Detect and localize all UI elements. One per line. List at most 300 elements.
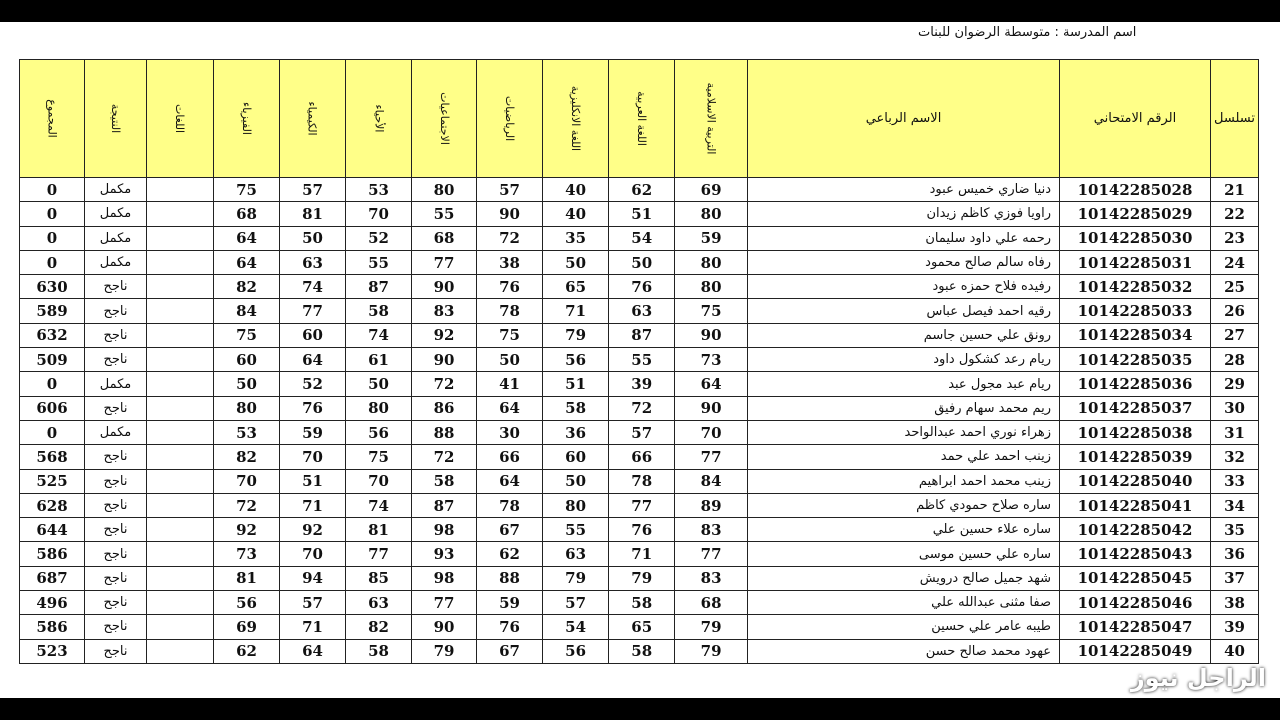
- cell-chemistry: 92: [280, 518, 346, 542]
- cell-languages: [147, 226, 214, 250]
- cell-physics: 56: [214, 591, 280, 615]
- cell-english: 51: [543, 372, 609, 396]
- cell-name: ساره علاء حسين علي: [748, 518, 1060, 542]
- cell-biology: 70: [346, 202, 412, 226]
- cell-english: 56: [543, 639, 609, 663]
- cell-social: 90: [412, 275, 477, 299]
- cell-seq: 32: [1211, 445, 1259, 469]
- cell-result: مكمل: [85, 226, 147, 250]
- cell-biology: 53: [346, 178, 412, 202]
- cell-arabic: 76: [609, 275, 675, 299]
- cell-languages: [147, 396, 214, 420]
- cell-chemistry: 57: [280, 591, 346, 615]
- cell-total: 687: [20, 566, 85, 590]
- cell-physics: 92: [214, 518, 280, 542]
- table-row: [20, 372, 1259, 396]
- cell-islamic: 80: [675, 250, 748, 274]
- cell-biology: 56: [346, 420, 412, 444]
- cell-social: 83: [412, 299, 477, 323]
- cell-total: 589: [20, 299, 85, 323]
- cell-exam-no: 10142285035: [1060, 348, 1211, 372]
- cell-physics: 64: [214, 226, 280, 250]
- col-english-header: اللغة الانكليزية: [543, 60, 609, 178]
- table-row: [20, 202, 1259, 226]
- cell-exam-no: 10142285047: [1060, 615, 1211, 639]
- table-row: [20, 275, 1259, 299]
- cell-english: 56: [543, 348, 609, 372]
- cell-chemistry: 57: [280, 178, 346, 202]
- cell-seq: 28: [1211, 348, 1259, 372]
- cell-islamic: 64: [675, 372, 748, 396]
- cell-chemistry: 59: [280, 420, 346, 444]
- col-physics-header: الفيزياء: [214, 60, 280, 178]
- cell-name: شهد جميل صالح درويش: [748, 566, 1060, 590]
- cell-total: 525: [20, 469, 85, 493]
- cell-social: 98: [412, 566, 477, 590]
- cell-chemistry: 50: [280, 226, 346, 250]
- cell-total: 0: [20, 372, 85, 396]
- cell-exam-no: 10142285034: [1060, 323, 1211, 347]
- cell-english: 36: [543, 420, 609, 444]
- cell-arabic: 78: [609, 469, 675, 493]
- col-languages-header: اللغات: [147, 60, 214, 178]
- cell-arabic: 77: [609, 493, 675, 517]
- cell-total: 0: [20, 420, 85, 444]
- cell-total: 0: [20, 202, 85, 226]
- cell-social: 72: [412, 445, 477, 469]
- table-row: [20, 396, 1259, 420]
- cell-exam-no: 10142285033: [1060, 299, 1211, 323]
- cell-islamic: 59: [675, 226, 748, 250]
- cell-biology: 80: [346, 396, 412, 420]
- cell-name: رفيده فلاح حمزه عبود: [748, 275, 1060, 299]
- cell-biology: 74: [346, 493, 412, 517]
- cell-math: 78: [477, 299, 543, 323]
- cell-chemistry: 94: [280, 566, 346, 590]
- cell-name: زينب محمد احمد ابراهيم: [748, 469, 1060, 493]
- cell-physics: 75: [214, 323, 280, 347]
- cell-name: ساره علي حسين موسى: [748, 542, 1060, 566]
- cell-result: ناجح: [85, 299, 147, 323]
- table-row: [20, 299, 1259, 323]
- cell-math: 78: [477, 493, 543, 517]
- cell-result: ناجح: [85, 323, 147, 347]
- table-row: [20, 639, 1259, 663]
- cell-social: 98: [412, 518, 477, 542]
- cell-total: 568: [20, 445, 85, 469]
- cell-social: 88: [412, 420, 477, 444]
- cell-total: 0: [20, 226, 85, 250]
- results-body: [20, 178, 1259, 664]
- cell-name: ريام عبد مجول عبد: [748, 372, 1060, 396]
- cell-islamic: 90: [675, 396, 748, 420]
- cell-total: 496: [20, 591, 85, 615]
- cell-biology: 87: [346, 275, 412, 299]
- cell-result: ناجح: [85, 591, 147, 615]
- watermark-logo: الراجل نيوز: [1130, 664, 1266, 692]
- cell-social: 86: [412, 396, 477, 420]
- cell-biology: 70: [346, 469, 412, 493]
- cell-biology: 85: [346, 566, 412, 590]
- cell-total: 586: [20, 542, 85, 566]
- cell-result: مكمل: [85, 178, 147, 202]
- cell-physics: 62: [214, 639, 280, 663]
- cell-exam-no: 10142285040: [1060, 469, 1211, 493]
- cell-name: عهود محمد صالح حسن: [748, 639, 1060, 663]
- cell-english: 60: [543, 445, 609, 469]
- cell-exam-no: 10142285028: [1060, 178, 1211, 202]
- cell-seq: 27: [1211, 323, 1259, 347]
- cell-arabic: 39: [609, 372, 675, 396]
- cell-math: 67: [477, 518, 543, 542]
- cell-exam-no: 10142285041: [1060, 493, 1211, 517]
- cell-chemistry: 63: [280, 250, 346, 274]
- cell-physics: 68: [214, 202, 280, 226]
- cell-islamic: 79: [675, 615, 748, 639]
- col-seq-header: تسلسل: [1211, 60, 1259, 178]
- cell-exam-no: 10142285039: [1060, 445, 1211, 469]
- cell-social: 90: [412, 615, 477, 639]
- cell-biology: 63: [346, 591, 412, 615]
- results-table: [19, 59, 1259, 664]
- cell-languages: [147, 420, 214, 444]
- cell-biology: 52: [346, 226, 412, 250]
- table-row: [20, 591, 1259, 615]
- cell-biology: 74: [346, 323, 412, 347]
- table-row: [20, 469, 1259, 493]
- cell-name: رونق علي حسين جاسم: [748, 323, 1060, 347]
- cell-exam-no: 10142285032: [1060, 275, 1211, 299]
- cell-physics: 75: [214, 178, 280, 202]
- cell-seq: 36: [1211, 542, 1259, 566]
- cell-english: 58: [543, 396, 609, 420]
- col-biology-header: الأحياء: [346, 60, 412, 178]
- cell-arabic: 66: [609, 445, 675, 469]
- cell-biology: 61: [346, 348, 412, 372]
- cell-islamic: 89: [675, 493, 748, 517]
- cell-seq: 21: [1211, 178, 1259, 202]
- cell-physics: 50: [214, 372, 280, 396]
- cell-math: 76: [477, 615, 543, 639]
- cell-total: 644: [20, 518, 85, 542]
- cell-languages: [147, 178, 214, 202]
- cell-seq: 30: [1211, 396, 1259, 420]
- school-name-line: اسم المدرسة : متوسطة الرضوان للبنات: [918, 25, 1137, 40]
- cell-exam-no: 10142285031: [1060, 250, 1211, 274]
- cell-english: 80: [543, 493, 609, 517]
- cell-seq: 25: [1211, 275, 1259, 299]
- cell-math: 57: [477, 178, 543, 202]
- cell-math: 88: [477, 566, 543, 590]
- cell-math: 76: [477, 275, 543, 299]
- cell-languages: [147, 202, 214, 226]
- cell-math: 62: [477, 542, 543, 566]
- cell-total: 0: [20, 178, 85, 202]
- cell-social: 55: [412, 202, 477, 226]
- cell-name: رقيه احمد فيصل عباس: [748, 299, 1060, 323]
- cell-languages: [147, 275, 214, 299]
- cell-languages: [147, 518, 214, 542]
- cell-total: 509: [20, 348, 85, 372]
- cell-math: 67: [477, 639, 543, 663]
- cell-name: رحمه علي داود سليمان: [748, 226, 1060, 250]
- cell-seq: 37: [1211, 566, 1259, 590]
- cell-exam-no: 10142285043: [1060, 542, 1211, 566]
- cell-chemistry: 71: [280, 615, 346, 639]
- cell-english: 79: [543, 323, 609, 347]
- cell-english: 71: [543, 299, 609, 323]
- cell-islamic: 70: [675, 420, 748, 444]
- cell-arabic: 62: [609, 178, 675, 202]
- cell-result: ناجح: [85, 493, 147, 517]
- cell-seq: 24: [1211, 250, 1259, 274]
- cell-languages: [147, 445, 214, 469]
- cell-biology: 77: [346, 542, 412, 566]
- cell-seq: 40: [1211, 639, 1259, 663]
- cell-biology: 50: [346, 372, 412, 396]
- cell-islamic: 84: [675, 469, 748, 493]
- cell-languages: [147, 348, 214, 372]
- cell-math: 30: [477, 420, 543, 444]
- cell-arabic: 65: [609, 615, 675, 639]
- cell-exam-no: 10142285046: [1060, 591, 1211, 615]
- cell-english: 50: [543, 250, 609, 274]
- cell-islamic: 83: [675, 518, 748, 542]
- cell-seq: 29: [1211, 372, 1259, 396]
- cell-seq: 38: [1211, 591, 1259, 615]
- cell-social: 58: [412, 469, 477, 493]
- cell-name: طيبه عامر علي حسين: [748, 615, 1060, 639]
- cell-total: 606: [20, 396, 85, 420]
- cell-arabic: 76: [609, 518, 675, 542]
- cell-languages: [147, 615, 214, 639]
- cell-exam-no: 10142285049: [1060, 639, 1211, 663]
- cell-name: زينب احمد علي حمد: [748, 445, 1060, 469]
- cell-physics: 72: [214, 493, 280, 517]
- cell-english: 79: [543, 566, 609, 590]
- cell-seq: 22: [1211, 202, 1259, 226]
- cell-social: 90: [412, 348, 477, 372]
- cell-physics: 53: [214, 420, 280, 444]
- cell-seq: 39: [1211, 615, 1259, 639]
- cell-languages: [147, 493, 214, 517]
- cell-exam-no: 10142285042: [1060, 518, 1211, 542]
- table-row: [20, 348, 1259, 372]
- col-total-header: المجموع: [20, 60, 85, 178]
- cell-chemistry: 74: [280, 275, 346, 299]
- cell-seq: 26: [1211, 299, 1259, 323]
- cell-name: ساره صلاح حمودي كاظم: [748, 493, 1060, 517]
- cell-biology: 58: [346, 639, 412, 663]
- cell-islamic: 73: [675, 348, 748, 372]
- table-row: [20, 250, 1259, 274]
- col-chemistry-header: الكيمياء: [280, 60, 346, 178]
- cell-math: 66: [477, 445, 543, 469]
- cell-math: 41: [477, 372, 543, 396]
- cell-english: 55: [543, 518, 609, 542]
- cell-physics: 84: [214, 299, 280, 323]
- cell-math: 59: [477, 591, 543, 615]
- cell-physics: 82: [214, 445, 280, 469]
- col-islamic-header: التربية الاسلامية: [675, 60, 748, 178]
- cell-chemistry: 60: [280, 323, 346, 347]
- cell-languages: [147, 591, 214, 615]
- cell-islamic: 83: [675, 566, 748, 590]
- cell-islamic: 90: [675, 323, 748, 347]
- cell-english: 65: [543, 275, 609, 299]
- cell-chemistry: 64: [280, 639, 346, 663]
- col-exam-no-header: الرقم الامتحاني: [1060, 60, 1211, 178]
- table-row: [20, 542, 1259, 566]
- cell-math: 72: [477, 226, 543, 250]
- cell-islamic: 80: [675, 202, 748, 226]
- cell-arabic: 55: [609, 348, 675, 372]
- table-row: [20, 493, 1259, 517]
- col-social-header: الاجتماعيات: [412, 60, 477, 178]
- cell-math: 50: [477, 348, 543, 372]
- cell-math: 75: [477, 323, 543, 347]
- cell-math: 64: [477, 396, 543, 420]
- cell-math: 90: [477, 202, 543, 226]
- cell-islamic: 77: [675, 445, 748, 469]
- header-row: [20, 60, 1259, 178]
- cell-exam-no: 10142285029: [1060, 202, 1211, 226]
- cell-arabic: 58: [609, 639, 675, 663]
- cell-chemistry: 52: [280, 372, 346, 396]
- cell-physics: 70: [214, 469, 280, 493]
- cell-english: 57: [543, 591, 609, 615]
- cell-languages: [147, 250, 214, 274]
- cell-seq: 31: [1211, 420, 1259, 444]
- cell-seq: 35: [1211, 518, 1259, 542]
- cell-english: 35: [543, 226, 609, 250]
- cell-social: 77: [412, 591, 477, 615]
- cell-islamic: 79: [675, 639, 748, 663]
- cell-exam-no: 10142285037: [1060, 396, 1211, 420]
- cell-social: 77: [412, 250, 477, 274]
- table-row: [20, 323, 1259, 347]
- cell-arabic: 79: [609, 566, 675, 590]
- cell-seq: 33: [1211, 469, 1259, 493]
- cell-languages: [147, 469, 214, 493]
- table-row: [20, 615, 1259, 639]
- cell-result: مكمل: [85, 250, 147, 274]
- col-math-header: الرياضيات: [477, 60, 543, 178]
- cell-languages: [147, 323, 214, 347]
- cell-languages: [147, 299, 214, 323]
- cell-social: 92: [412, 323, 477, 347]
- cell-seq: 23: [1211, 226, 1259, 250]
- cell-physics: 64: [214, 250, 280, 274]
- table-row: [20, 178, 1259, 202]
- cell-result: ناجح: [85, 566, 147, 590]
- cell-social: 79: [412, 639, 477, 663]
- cell-english: 40: [543, 178, 609, 202]
- cell-result: ناجح: [85, 348, 147, 372]
- table-row: [20, 566, 1259, 590]
- results-sheet: [0, 22, 1280, 698]
- cell-english: 63: [543, 542, 609, 566]
- cell-arabic: 71: [609, 542, 675, 566]
- cell-arabic: 54: [609, 226, 675, 250]
- cell-result: ناجح: [85, 445, 147, 469]
- cell-seq: 34: [1211, 493, 1259, 517]
- cell-arabic: 50: [609, 250, 675, 274]
- cell-result: مكمل: [85, 202, 147, 226]
- cell-physics: 82: [214, 275, 280, 299]
- cell-english: 40: [543, 202, 609, 226]
- cell-result: ناجح: [85, 469, 147, 493]
- cell-islamic: 69: [675, 178, 748, 202]
- cell-arabic: 58: [609, 591, 675, 615]
- cell-result: مكمل: [85, 372, 147, 396]
- cell-biology: 82: [346, 615, 412, 639]
- cell-islamic: 80: [675, 275, 748, 299]
- table-row: [20, 445, 1259, 469]
- cell-social: 72: [412, 372, 477, 396]
- cell-physics: 60: [214, 348, 280, 372]
- cell-name: راويا فوزي كاظم زيدان: [748, 202, 1060, 226]
- cell-social: 68: [412, 226, 477, 250]
- cell-result: ناجح: [85, 639, 147, 663]
- cell-name: ريام رعد كشكول داود: [748, 348, 1060, 372]
- cell-result: ناجح: [85, 615, 147, 639]
- table-row: [20, 420, 1259, 444]
- table-row: [20, 226, 1259, 250]
- cell-biology: 75: [346, 445, 412, 469]
- table-row: [20, 518, 1259, 542]
- cell-exam-no: 10142285036: [1060, 372, 1211, 396]
- cell-english: 54: [543, 615, 609, 639]
- cell-social: 93: [412, 542, 477, 566]
- cell-arabic: 72: [609, 396, 675, 420]
- cell-arabic: 57: [609, 420, 675, 444]
- cell-total: 523: [20, 639, 85, 663]
- cell-math: 38: [477, 250, 543, 274]
- cell-physics: 81: [214, 566, 280, 590]
- cell-total: 628: [20, 493, 85, 517]
- cell-result: ناجح: [85, 275, 147, 299]
- cell-result: ناجح: [85, 542, 147, 566]
- cell-chemistry: 71: [280, 493, 346, 517]
- cell-biology: 81: [346, 518, 412, 542]
- cell-physics: 69: [214, 615, 280, 639]
- cell-islamic: 77: [675, 542, 748, 566]
- cell-result: ناجح: [85, 518, 147, 542]
- cell-result: ناجح: [85, 396, 147, 420]
- cell-physics: 80: [214, 396, 280, 420]
- cell-english: 50: [543, 469, 609, 493]
- cell-chemistry: 76: [280, 396, 346, 420]
- cell-name: صفا مثنى عبدالله علي: [748, 591, 1060, 615]
- col-name-header: الاسم الرباعي: [748, 60, 1060, 178]
- cell-chemistry: 70: [280, 445, 346, 469]
- cell-arabic: 63: [609, 299, 675, 323]
- cell-islamic: 68: [675, 591, 748, 615]
- cell-languages: [147, 566, 214, 590]
- col-result-header: النتيجة: [85, 60, 147, 178]
- cell-exam-no: 10142285030: [1060, 226, 1211, 250]
- cell-name: دنيا ضاري خميس عبود: [748, 178, 1060, 202]
- cell-chemistry: 81: [280, 202, 346, 226]
- cell-chemistry: 64: [280, 348, 346, 372]
- cell-chemistry: 77: [280, 299, 346, 323]
- cell-total: 632: [20, 323, 85, 347]
- col-arabic-header: اللغة العربية: [609, 60, 675, 178]
- cell-arabic: 87: [609, 323, 675, 347]
- cell-languages: [147, 542, 214, 566]
- cell-chemistry: 70: [280, 542, 346, 566]
